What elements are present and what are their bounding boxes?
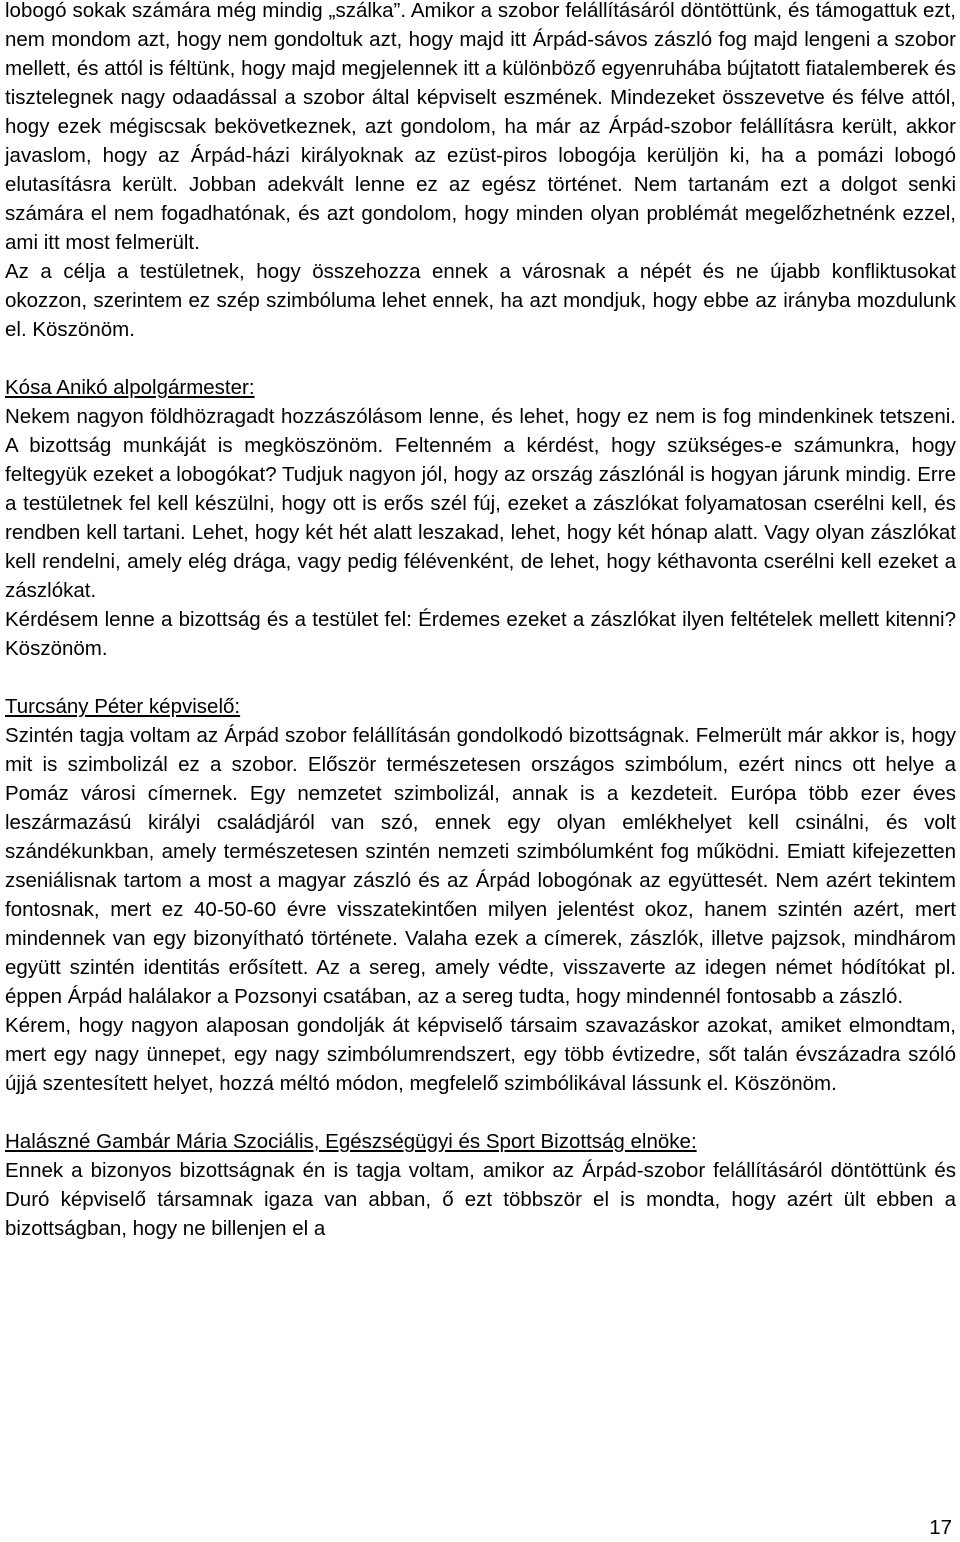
document-page bbox=[5, 0, 956, 1243]
speaker-heading: Halászné Gambár Mária Szociális, Egészségügyi és Sport Bizottság elnöke: bbox=[5, 1130, 697, 1153]
paragraph-gap bbox=[5, 344, 956, 373]
speaker-heading: Kósa Anikó alpolgármester: bbox=[5, 376, 255, 399]
paragraph: Kérem, hogy nagyon alaposan gondolják át képviselő társaim szavazáskor azokat, amiket elmondtam, mert egy nagy ünnepet, egy nagy szimbólumrendszert, egy több évtizedre, sőt talán évszázadra szóló újjá szentesített helyet, hozzá méltó módon, megfelelő szimbólikával lássunk el. Köszönöm. bbox=[5, 1014, 956, 1095]
paragraph-gap bbox=[5, 663, 956, 692]
paragraph: Ennek a bizonyos bizottságnak én is tagja voltam, amikor az Árpád-szobor felállításáról döntöttünk és Duró képviselő társamnak igaza van abban, ő ezt többször el is mondta, hogy azért ült ebben a bizottságban, hogy ne billenjen el a bbox=[5, 1159, 956, 1240]
paragraph: Kérdésem lenne a bizottság és a testület fel: Érdemes ezeket a zászlókat ilyen feltételek mellett kitenni? Köszönöm. bbox=[5, 608, 956, 660]
page-number: 17 bbox=[929, 1516, 952, 1539]
paragraph: Az a célja a testületnek, hogy összehozza ennek a városnak a népét és ne újabb konfliktusokat okozzon, szerintem ez szép szimbóluma lehet ennek, ha azt mondjuk, hogy ebbe az irányba mozdulunk el. Köszönöm. bbox=[5, 260, 956, 341]
speaker-heading: Turcsány Péter képviselő: bbox=[5, 695, 241, 718]
paragraph: lobogó sokak számára még mindig „szálka”. Amikor a szobor felállításáról döntöttünk, és támogattuk ezt, nem mondom azt, hogy nem gondoltuk azt, hogy majd itt Árpád-sávos zászló fog majd lengeni a szobor mellett, és attól is féltünk, hogy majd megjelennek itt a különböző egyenruhába bújtatott fiatalemberek és tisztelegnek nagy odaadással a szobor által képviselt eszmének. Mindezeket összevetve és félve attól, hogy ezek mégiscsak bekövetkeznek, azt gondolom, ha már az Árpád-szobor felállításra került, akkor javaslom, hogy az Árpád-házi királyoknak az ezüst-piros lobogója kerüljön ki, ha a pomázi lobogó elutasításra került. Jobban adekvált lenne ez az egész történet. Nem tartanám ezt a dolgot senki számára el nem fogadhatónak, és azt gondolom, hogy minden olyan problémát megelőzhetnénk ezzel, ami itt most felmerült. bbox=[5, 0, 956, 254]
paragraph: Szintén tagja voltam az Árpád szobor felállításán gondolkodó bizottságnak. Felmerült már akkor is, hogy mit is szimbolizál ez a szobor. Először természetesen országos szimbólum, ezért nincs ott helye a Pomáz városi címernek. Egy nemzetet szimbolizál, annak is a kezdeteit. Európa több ezer éves leszármazású királyi családjáról van szó, ennek egy olyan emlékhelyet kell csinálni, és volt szándékunkban, amely természetesen szintén nemzeti szimbólumként fog működni. Emiatt kifejezetten zseniálisnak tartom a most a magyar zászló és az Árpád lobogónak az együttesét. Nem azért tekintem fontosnak, mert ez 40-50-60 évre visszatekintően milyen jelentést okoz, hanem szintén azért, mert mindennek van egy bizonyítható története. Valaha ezek a címerek, zászlók, illetve pajzsok, mindhárom együtt szintén identitás erősített. Az a sereg, amely védte, visszaverte az idegen német hódítókat pl. éppen Árpád halálakor a Pozsonyi csatában, az a sereg tudta, hogy mindennél fontosabb a zászló. bbox=[5, 724, 956, 1008]
paragraph: Nekem nagyon földhözragadt hozzászólásom lenne, és lehet, hogy ez nem is fog mindenkinek tetszeni. A bizottság munkáját is megköszönöm. Feltenném a kérdést, hogy szükséges-e számunkra, hogy feltegyük ezeket a lobogókat? Tudjuk nagyon jól, hogy az ország zászlónál is hogyan járunk mindig. Erre a testületnek fel kell készülni, hogy ott is erős szél fúj, ezeket a zászlókat folyamatosan cserélni kell, és rendben kell tartani. Lehet, hogy két hét alatt leszakad, lehet, hogy két hónap alatt. Vagy olyan zászlókat kell rendelni, amely elég drága, vagy pedig félévenként, de lehet, hogy kéthavonta cserélni kell ezeket a zászlókat. bbox=[5, 405, 956, 602]
paragraph-gap bbox=[5, 1098, 956, 1127]
